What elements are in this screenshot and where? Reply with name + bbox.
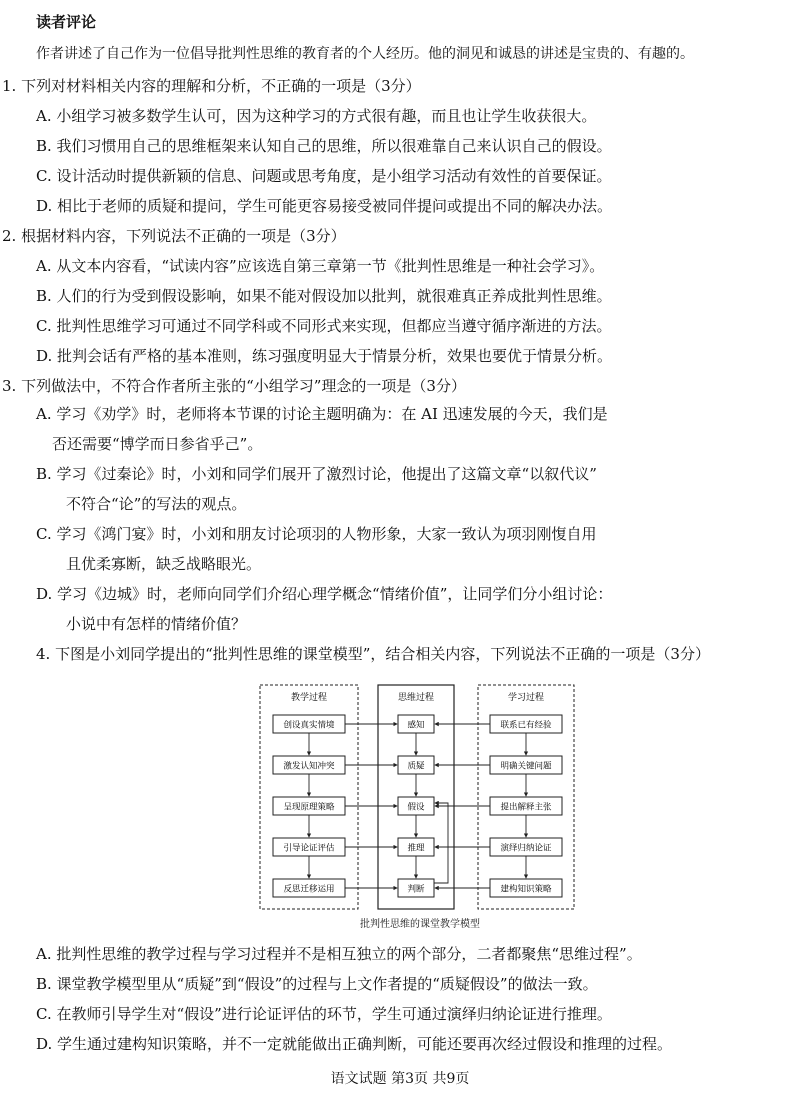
teaching-step-3: 呈现原理策略 <box>283 802 335 813</box>
learning-step-5: 建构知识策略 <box>500 884 552 895</box>
teaching-step-5: 反思迁移运用 <box>283 884 335 895</box>
learning-step-3: 提出解释主张 <box>500 802 552 813</box>
thinking-step-1: 感知 <box>407 720 425 731</box>
q4-option-d: D. 学生通过建构知识策略，并不一定就能做出正确判断，可能还要再次经过假设和推理的过程。 <box>36 1035 673 1053</box>
page-footer: 语文试题 第3页 共9页 <box>330 1071 470 1087</box>
feedback-loop-arrow <box>434 803 448 883</box>
q4-option-a: A. 批判性思维的教学过程与学习过程并不是相互独立的两个部分，二者都聚焦“思维过程”。 <box>36 945 642 963</box>
learning-step-4: 演绎归纳论证 <box>500 843 552 854</box>
q1-option-b: B. 我们习惯用自己的思维框架来认知自己的思维，所以很难靠自己来认识自己的假设。 <box>36 137 612 155</box>
q4-option-b: B. 课堂教学模型里从“质疑”到“假设”的过程与上文作者提的“质疑假设”的做法一致。 <box>36 975 598 993</box>
thinking-column-title: 思维过程 <box>397 693 435 703</box>
teaching-to-thinking-arrows <box>345 724 397 888</box>
diagram-caption: 批判性思维的课堂教学模型 <box>360 919 480 930</box>
reader-comment: 作者讲述了自己作为一位倡导批判性思维的教育者的个人经历。他的洞见和诚恳的讲述是宝贵的、有趣的。 <box>36 46 694 62</box>
q2-option-c: C. 批判性思维学习可通过不同学科或不同形式来实现，但都应当遵守循序渐进的方法。 <box>36 317 612 335</box>
q2-option-d: D. 批判会话有严格的基本准则，练习强度明显大于情景分析，效果也要优于情景分析。 <box>36 347 613 365</box>
q3-option-a-line2: 否还需要“博学而日参省乎己”。 <box>52 435 263 453</box>
q2-option-b: B. 人们的行为受到假设影响，如果不能对假设加以批判，就很难真正养成批判性思维。 <box>36 287 612 305</box>
teaching-column-title: 教学过程 <box>290 693 328 703</box>
teaching-step-2: 激发认知冲突 <box>283 761 335 772</box>
question-4-stem: 4. 下图是小刘同学提出的“批判性思维的课堂模型”，结合相关内容，下列说法不正确的一项是（3分） <box>36 645 710 663</box>
section-title: 读者评论 <box>36 13 97 31</box>
thinking-step-4: 推理 <box>407 843 425 854</box>
q3-option-b-line1: B. 学习《过秦论》时，小刘和同学们展开了激烈讨论，他提出了这篇文章“以叙代议” <box>36 465 597 483</box>
learning-step-1: 联系已有经验 <box>500 720 552 731</box>
learning-step-2: 明确关键问题 <box>500 761 552 772</box>
thinking-step-3: 假设 <box>407 802 425 813</box>
thinking-step-2: 质疑 <box>407 761 425 772</box>
q4-option-c: C. 在教师引导学生对“假设”进行论证评估的环节，学生可通过演绎归纳论证进行推理。 <box>36 1005 612 1023</box>
classroom-model-diagram <box>258 683 578 913</box>
question-2-stem: 2. 根据材料内容，下列说法不正确的一项是（3分） <box>2 227 346 245</box>
q1-option-d: D. 相比于老师的质疑和提问，学生可能更容易接受被同伴提问或提出不同的解决办法。 <box>36 197 613 215</box>
q3-option-d-line2: 小说中有怎样的情绪价值？ <box>66 615 247 633</box>
teaching-step-4: 引导论证评估 <box>283 843 335 854</box>
q1-option-a: A. 小组学习被多数学生认可，因为这种学习的方式很有趣，而且也让学生收获很大。 <box>36 107 597 125</box>
teaching-step-1: 创设真实情境 <box>283 720 335 731</box>
q1-option-c: C. 设计活动时提供新颖的信息、问题或思考角度，是小组学习活动有效性的首要保证。 <box>36 167 612 185</box>
q3-option-b-line2: 不符合“论”的写法的观点。 <box>66 495 247 513</box>
q3-option-c-line1: C. 学习《鸿门宴》时，小刘和朋友讨论项羽的人物形象，大家一致认为项羽刚愎自用 <box>36 525 597 543</box>
q3-option-c-line2: 且优柔寡断，缺乏战略眼光。 <box>66 555 262 573</box>
q2-option-a: A. 从文本内容看，“试读内容”应该选自第三章第一节《批判性思维是一种社会学习》。 <box>36 257 605 275</box>
question-1-stem: 1. 下列对材料相关内容的理解和分析，不正确的一项是（3分） <box>2 77 421 95</box>
q3-option-a-line1: A. 学习《劝学》时，老师将本节课的讨论主题明确为：在 AI 迅速发展的今天，我们是 <box>36 405 608 423</box>
learning-to-thinking-arrows <box>435 724 490 888</box>
question-3-stem: 3. 下列做法中，不符合作者所主张的“小组学习”理念的一项是（3分） <box>2 377 466 395</box>
thinking-step-5: 判断 <box>407 884 425 895</box>
q3-option-d-line1: D. 学习《边城》时，老师向同学们介绍心理学概念“情绪价值”，让同学们分小组讨论： <box>36 585 613 603</box>
learning-column-title: 学习过程 <box>507 693 545 703</box>
